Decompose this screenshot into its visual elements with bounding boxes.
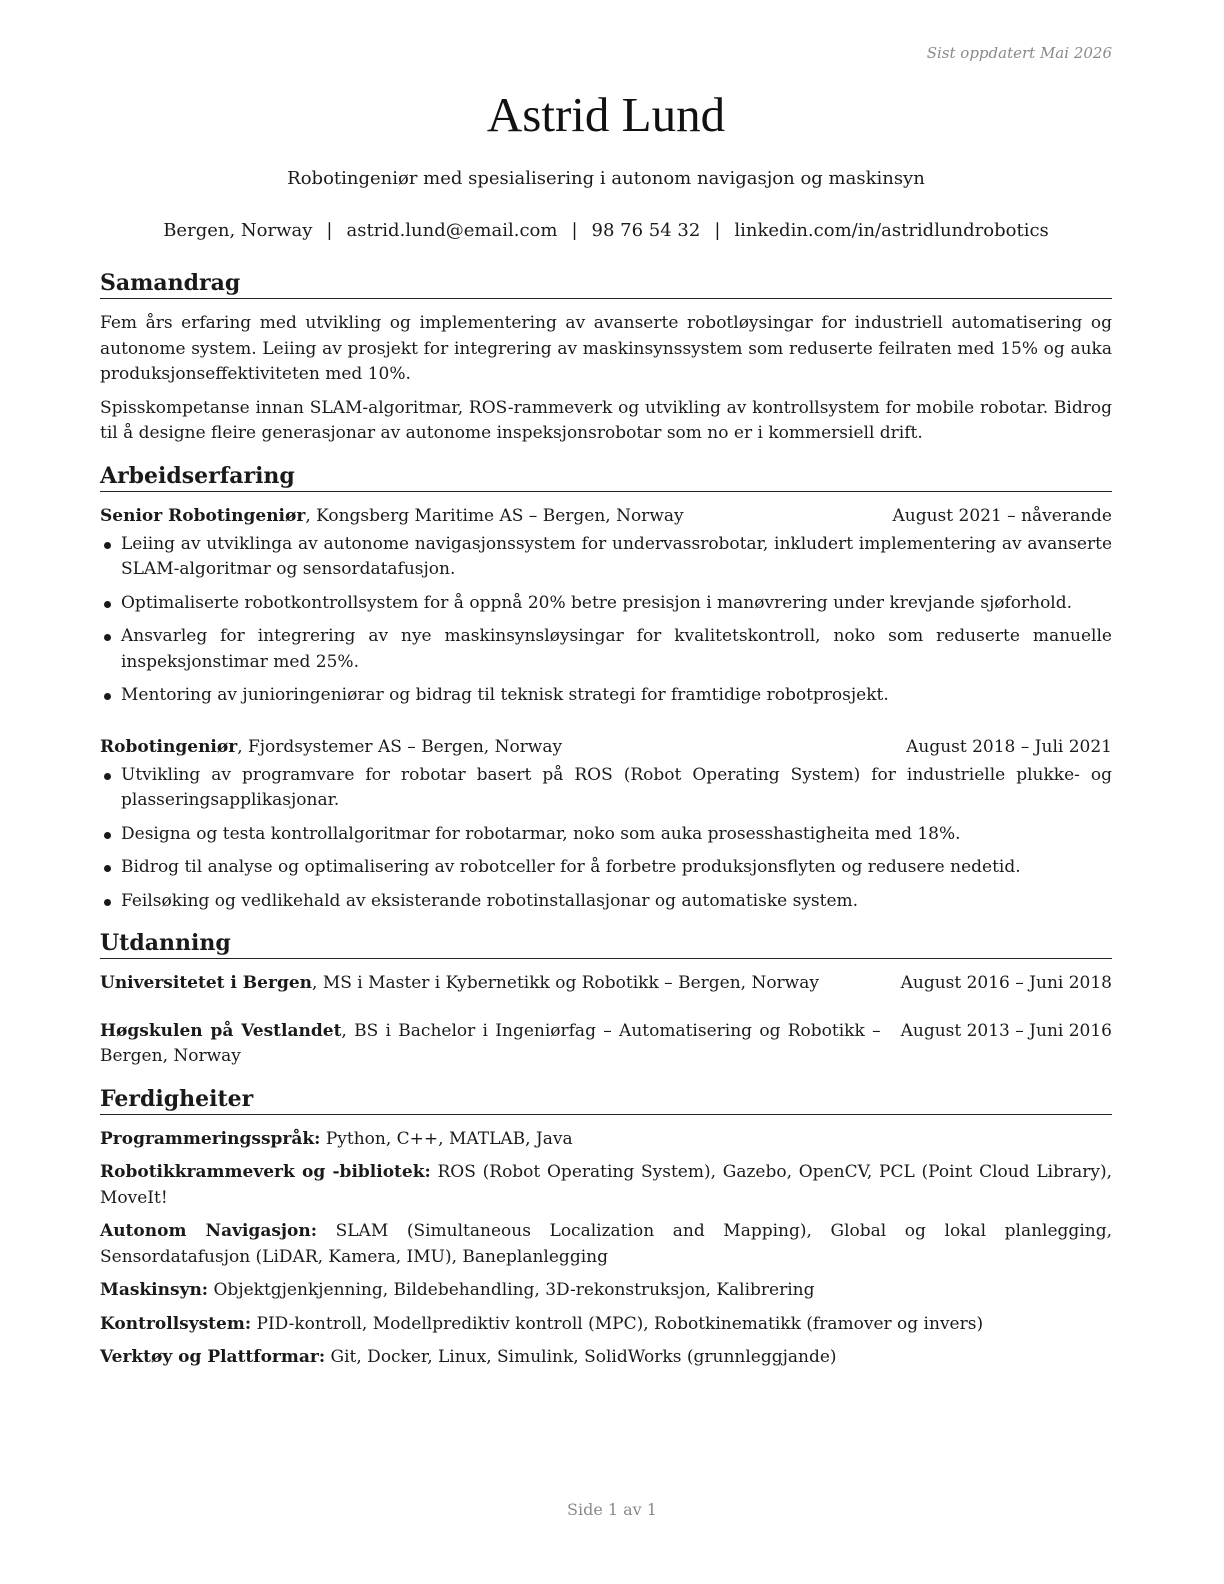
job-company: , Fjordsystemer AS – Bergen, Norway bbox=[237, 736, 563, 757]
tagline: Robotingeniør med spesialisering i autonom navigasjon og maskinsyn bbox=[287, 168, 925, 189]
job-company: , Kongsberg Maritime AS – Bergen, Norway bbox=[305, 505, 684, 526]
experience-section bbox=[100, 461, 1112, 915]
skill-row bbox=[100, 1312, 1112, 1338]
education-dates: August 2016 – Juni 2018 bbox=[900, 973, 1112, 993]
contact-separator: | bbox=[714, 220, 721, 241]
skill-value: Git, Docker, Linux, Simulink, SolidWorks (grunnleggjande) bbox=[325, 1347, 837, 1367]
contact-separator: | bbox=[326, 220, 333, 241]
education-item bbox=[100, 971, 1112, 997]
skill-value: Python, C++, MATLAB, Java bbox=[320, 1128, 573, 1149]
education-line bbox=[100, 971, 881, 997]
job-bullet: Optimaliserte robotkontrollsystem for å oppnå 20% betre presisjon i manøvrering under krevjande sjøforhold. bbox=[100, 591, 1112, 617]
skill-value: Objektgjenkjenning, Bildebehandling, 3D-rekonstruksjon, Kalibrering bbox=[208, 1280, 815, 1300]
job-header bbox=[100, 735, 1112, 760]
skill-row bbox=[100, 1127, 1112, 1153]
summary-paragraph: Fem års erfaring med utvikling og implementering av avanserte robotløysingar for industriell automatisering og autonome system. Leiing av prosjekt for integrering av maskinsynssystem som reduserte feilraten med 15% og auka produksjonseffektiviteten med 10%. bbox=[100, 313, 1112, 384]
skills-section bbox=[100, 1084, 1112, 1371]
skill-label: Verktøy og Plattformar: bbox=[100, 1347, 326, 1367]
summary-paragraph: Spisskompetanse innan SLAM-algoritmar, ROS-rammeverk og utvikling av kontrollsystem for mobile robotar. Bidrog til å designe fleire generasjonar av autonome inspeksjonsrobotar som no er i kommersiell drift. bbox=[100, 397, 1112, 443]
contact-email[interactable]: astrid.lund@email.com bbox=[346, 220, 558, 241]
job-bullets bbox=[100, 532, 1112, 709]
skill-row bbox=[100, 1278, 1112, 1304]
job-dates: August 2021 – nåverande bbox=[892, 505, 1112, 526]
skill-value: ROS (Robot Operating System), Gazebo, OpenCV, PCL (Point Cloud Library), MoveIt! bbox=[100, 1162, 1112, 1208]
section-title-summary: Samandrag bbox=[100, 268, 1112, 299]
resume-content bbox=[100, 268, 1112, 1385]
education-degree: , BS i Bachelor i Ingeniørfag – Automatisering og Robotikk – Bergen, Norway bbox=[100, 1020, 881, 1066]
skill-value: SLAM (Simultaneous Localization and Mapping), Global og lokal planlegging, Sensordatafusjon (LiDAR, Kamera, IMU), Baneplanlegging bbox=[100, 1221, 1112, 1267]
job-bullet: Leiing av utviklinga av autonome navigasjonssystem for undervassrobotar, inkludert implementering av avanserte SLAM-algoritmar og sensordatafusjon. bbox=[100, 532, 1112, 583]
contact-location: Bergen, Norway bbox=[163, 220, 313, 241]
skill-label: Programmeringsspråk: bbox=[100, 1128, 321, 1149]
job-role: Senior Robotingeniør bbox=[100, 505, 306, 526]
education-school: Høgskulen på Vestlandet bbox=[100, 1020, 342, 1041]
job-bullet: Bidrog til analyse og optimalisering av robotceller for å forbetre produksjonsflyten og redusere nedetid. bbox=[100, 855, 1112, 881]
job-title-line bbox=[100, 735, 562, 760]
education-line bbox=[100, 1019, 881, 1070]
candidate-name: Astrid Lund bbox=[486, 87, 726, 142]
skill-label: Robotikkrammeverk og -bibliotek: bbox=[100, 1162, 431, 1182]
job-header bbox=[100, 504, 1112, 529]
education-school: Universitetet i Bergen bbox=[100, 973, 313, 993]
skill-row bbox=[100, 1345, 1112, 1371]
last-updated: Sist oppdatert Mai 2026 bbox=[926, 44, 1112, 62]
page-number: Side 1 av 1 bbox=[567, 1500, 657, 1519]
contact-line bbox=[100, 218, 1112, 244]
section-title-experience: Arbeidserfaring bbox=[100, 461, 1112, 492]
job-bullet: Ansvarleg for integrering av nye maskinsynsløysingar for kvalitetskontroll, noko som reduserte manuelle inspeksjonstimar med 25%. bbox=[100, 624, 1112, 675]
job-bullet: Mentoring av junioringeniørar og bidrag til teknisk strategi for framtidige robotprosjekt. bbox=[100, 683, 1112, 709]
education-degree: , MS i Master i Kybernetikk og Robotikk – Bergen, Norway bbox=[312, 973, 819, 993]
job-bullets bbox=[100, 763, 1112, 915]
skill-row bbox=[100, 1219, 1112, 1270]
contact-phone: 98 76 54 32 bbox=[591, 220, 701, 241]
summary-section bbox=[100, 268, 1112, 447]
education-item bbox=[100, 1019, 1112, 1070]
education-dates: August 2013 – Juni 2016 bbox=[900, 1020, 1112, 1041]
contact-linkedin[interactable]: linkedin.com/in/astridlundrobotics bbox=[734, 220, 1049, 241]
contact-separator: | bbox=[571, 220, 578, 241]
skill-label: Kontrollsystem: bbox=[100, 1313, 252, 1334]
job-bullet: Designa og testa kontrollalgoritmar for robotarmar, noko som auka prosesshastigheita med 18%. bbox=[100, 822, 1112, 848]
skill-label: Autonom Navigasjon: bbox=[100, 1221, 318, 1241]
skill-label: Maskinsyn: bbox=[100, 1280, 209, 1300]
job-bullet: Feilsøking og vedlikehald av eksisterande robotinstallasjonar og automatiske system. bbox=[100, 889, 1112, 915]
job-role: Robotingeniør bbox=[100, 736, 238, 757]
section-title-skills: Ferdigheiter bbox=[100, 1084, 1112, 1115]
job-bullet: Utvikling av programvare for robotar basert på ROS (Robot Operating System) for industrielle plukke- og plasseringsapplikasjonar. bbox=[100, 763, 1112, 814]
job-title-line bbox=[100, 504, 684, 529]
education-section bbox=[100, 928, 1112, 1070]
skill-row bbox=[100, 1160, 1112, 1211]
section-title-education: Utdanning bbox=[100, 928, 1112, 959]
job-dates: August 2018 – Juli 2021 bbox=[906, 736, 1112, 757]
skill-value: PID-kontroll, Modellprediktiv kontroll (MPC), Robotkinematikk (framover og invers) bbox=[251, 1313, 984, 1334]
